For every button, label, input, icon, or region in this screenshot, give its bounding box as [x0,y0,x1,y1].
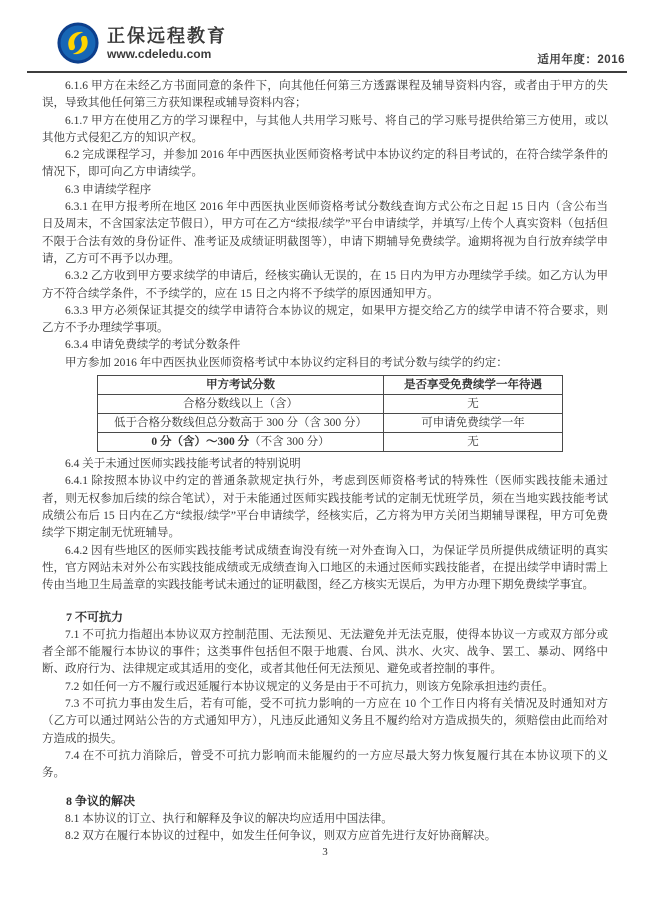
score-column-header: 甲方考试分数 [98,376,384,395]
table-row [98,414,563,433]
score-cell [98,433,384,452]
score-table-intro: 甲方参加 2016 年中西医执业医师资格考试中本协议约定科目的考试分数与续学的约定： [65,356,508,369]
brand-name: 正保远程教育 [107,26,227,46]
section-7-heading: 7 不可抗力 [66,610,124,625]
benefit-cell: 可申请免费续学一年 [383,414,562,433]
clause-6-3-heading: 6.3 申请续学程序 [65,183,152,196]
score-cell-bold-part: 0 分（含）～300 分 [151,435,250,448]
score-cell: 合格分数线以上（含） [98,395,384,414]
brand-url: www.cdeledu.com [107,47,212,61]
clause-6-4-2: 6.4.2 因有些地区的医师实践技能考试成绩查询没有统一对外查询入口，为保证学员所提供成绩证明的真实性，官方网站未对外公布实践技能成绩或无成绩查询入口地区的未通过医师实践技能者，在提出续学申请时需上传由当地卫生局盖章的实践技能考试未通过的证明截图，经乙方核实无误后，为甲方办理下期免费续学事宜。 [42,544,608,592]
clause-6-3-3: 6.3.3 甲方必须保证其提交的续学申请符合本协议的规定，如果甲方提交给乙方的续学申请不符合要求，则乙方不予办理续学事项。 [42,304,608,335]
applicable-year-label: 适用年度：2016 [537,54,625,66]
brand [57,22,227,64]
clause-7-1: 7.1 不可抗力指超出本协议双方控制范围、无法预见、无法避免并无法克服，使得本协议一方或双方部分或者全部不能履行本协议的事件；这类事件包括但不限于地震、台风、洪水、火灾、战争、罢工、暴动、网络中断、政府行为、法律规定或其适用的变化，或者其他任何无法预见、避免或者控制的事件。 [42,628,608,676]
clause-6-2: 6.2 完成课程学习，并参加 2016 年中西医执业医师资格考试中本协议约定的科目考试的，在符合续学条件的情况下，即可向乙方申请续学。 [42,149,608,179]
score-table-header-row [98,376,563,395]
clause-6-3-4-heading: 6.3.4 申请免费续学的考试分数条件 [65,339,241,352]
document-body [42,78,608,858]
score-table [97,375,563,452]
clause-7-4: 7.4 在不可抗力消除后，曾受不可抗力影响而未能履约的一方应尽最大努力恢复履行其在本协议项下的义务。 [42,749,608,780]
clause-8-2: 8.2 双方在履行本协议的过程中，如发生任何争议，则双方应首先进行友好协商解决。 [65,829,497,842]
brand-logo-icon [57,22,99,64]
clause-6-3-2: 6.3.2 乙方收到甲方要求续学的申请后，经核实确认无误的，在 15 日内为甲方办理续学手续。如乙方认为甲方不符合续学条件，不予续学的，应在 15 日之内将不予续学的原因通知甲方。 [42,270,608,300]
benefit-cell: 无 [383,395,562,414]
clause-7-2: 7.2 如任何一方不履行或迟延履行本协议规定的义务是由于不可抗力，则该方免除承担违约责任。 [65,680,554,693]
score-cell-rest-part: （不含 300 分） [249,435,330,448]
page-number: 3 [322,846,328,859]
clause-6-1-6: 6.1.6 甲方在未经乙方书面同意的条件下，向其他任何第三方透露课程及辅导资料内容，或者由于甲方的失误，导致其他任何第三方获知课程或辅导资料内容； [42,80,608,110]
clause-6-1-7: 6.1.7 甲方在使用乙方的学习课程中，与其他人共用学习账号、将自己的学习账号提供给第三方使用，或以其他方式侵犯乙方的知识产权。 [42,114,608,144]
benefit-cell: 无 [383,433,562,452]
table-row [98,395,563,414]
table-row [98,433,563,452]
clause-8-1: 8.1 本协议的订立、执行和解释及争议的解决均应适用中国法律。 [65,812,393,825]
clause-6-4-heading: 6.4 关于未通过医师实践技能考试者的特别说明 [65,458,301,471]
benefit-column-header: 是否享受免费续学一年待遇 [383,376,562,395]
clause-6-4-1: 6.4.1 除按照本协议中约定的普通条款规定执行外，考虑到医师资格考试的特殊性（医师实践技能未通过者，则无权参加后续的综合笔试），对于未能通过医师实践技能考试的定制无忧班学员，须在当地实践技能考试成绩公布后 15 日内在乙方“续报/续学”平台申请续学，经核实后，乙方将为甲方关闭当期辅导课程，甲方可免费续学下期定制无忧班辅导。 [42,475,608,540]
brand-text [107,25,227,61]
score-cell: 低于合格分数线但总分数高于 300 分（含 300 分） [98,414,384,433]
clause-6-3-1: 6.3.1 在甲方报考所在地区 2016 年中西医执业医师资格考试分数线查询方式公布之日起 15 日内（含公布当日及周末，不含国家法定节假日），甲方可在乙方“续报/续学”平台申请续学，并填写/上传个人真实资料（包括但不限于合法有效的身份证件、准考证及成绩证明截图等），申请下期辅导免费续学。逾期将视为自行放弃续学申请，乙方可不再予以办理。 [42,201,608,265]
page-header [27,0,627,73]
section-8-heading: 8 争议的解决 [66,794,136,809]
clause-7-3: 7.3 不可抗力事由发生后，若有可能，受不可抗力影响的一方应在 10 个工作日内将有关情况及时通知对方（乙方可以通过网站公告的方式通知甲方），凡违反此通知义务且不履约给对方造成损失的，须赔偿由此而给对方造成的损失。 [42,697,608,745]
